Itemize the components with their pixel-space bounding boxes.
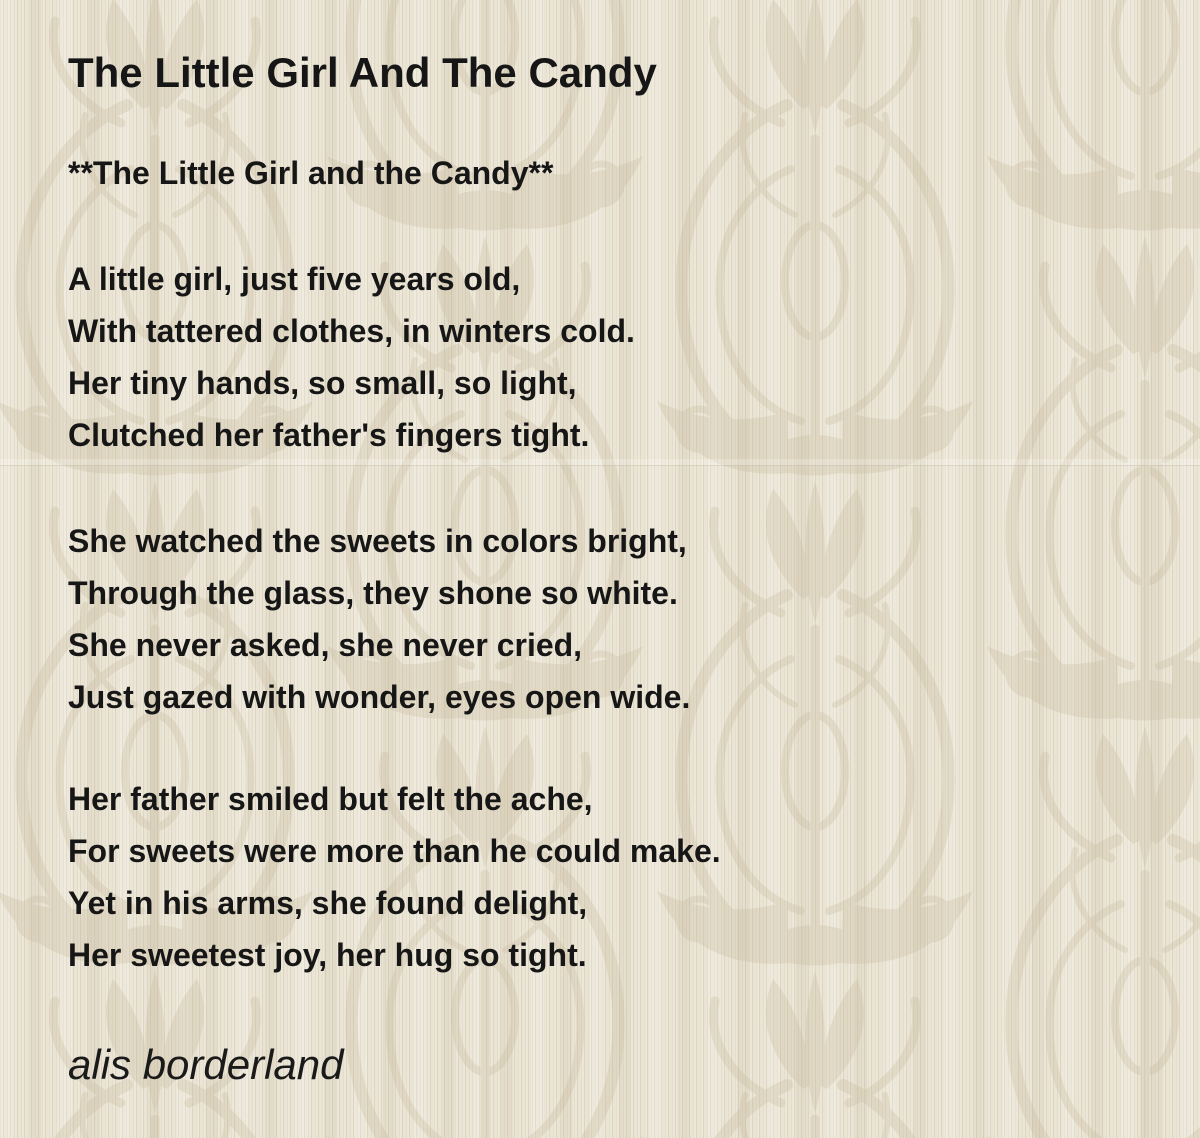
author-name: alis borderland	[68, 1041, 344, 1089]
poem-line: Her tiny hands, so small, so light,	[68, 365, 577, 402]
poem-line: For sweets were more than he could make.	[68, 833, 721, 870]
stanza-2	[68, 515, 1160, 723]
poem-line: Yet in his arms, she found delight,	[68, 885, 588, 922]
poem-title: The Little Girl And The Candy	[68, 49, 657, 96]
poem-line: Through the glass, they shone so white.	[68, 575, 678, 612]
stanza-1	[68, 253, 1160, 461]
poem-subtitle: **The Little Girl and the Candy**	[68, 155, 554, 192]
poem-line: With tattered clothes, in winters cold.	[68, 313, 635, 350]
poem-line: Her father smiled but felt the ache,	[68, 781, 593, 818]
poem-line: Just gazed with wonder, eyes open wide.	[68, 679, 691, 716]
poem-line: Her sweetest joy, her hug so tight.	[68, 937, 587, 974]
poem-line: A little girl, just five years old,	[68, 261, 521, 298]
poem-line: She never asked, she never cried,	[68, 627, 583, 664]
poem-line: She watched the sweets in colors bright,	[68, 523, 687, 560]
poem-line: Clutched her father's fingers tight.	[68, 417, 590, 454]
stanza-3	[68, 773, 1160, 981]
